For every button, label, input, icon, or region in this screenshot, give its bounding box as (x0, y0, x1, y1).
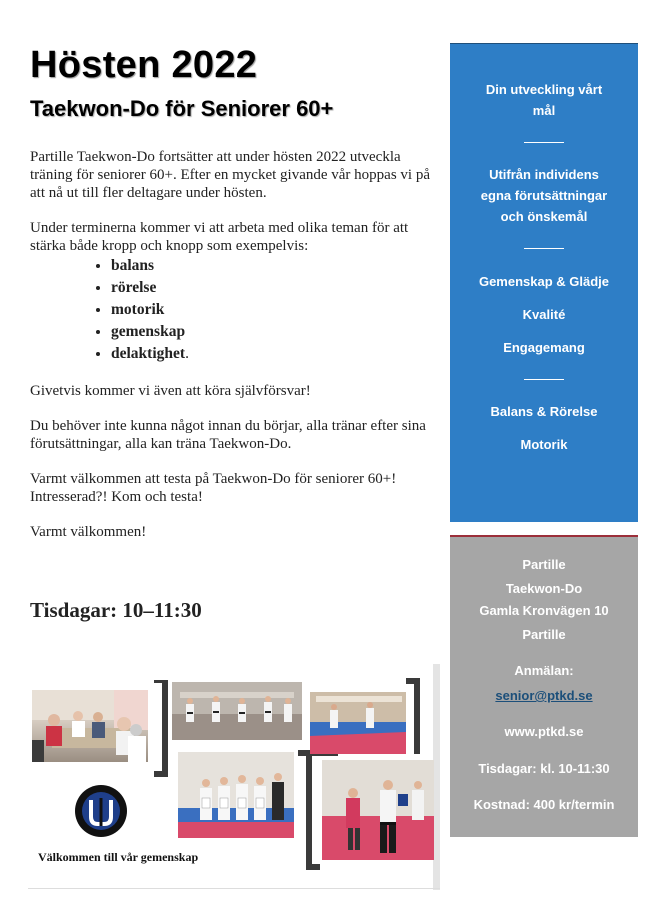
website-text: www.ptkd.se (504, 724, 584, 739)
poster-subtitle: Taekwon-Do för Seniorer 60+ (30, 96, 334, 121)
selfdefense-paragraph: Givetvis kommer vi även att köra självförsvar! (30, 383, 311, 399)
photo-mat-practice (310, 692, 406, 754)
photo-training-hall (172, 682, 302, 740)
theme-item: • gemenskap (111, 321, 440, 343)
theme-item: • rörelse (111, 277, 440, 299)
email-link[interactable]: senior@ptkd.se (495, 688, 593, 703)
photo-certificates-image (178, 752, 294, 838)
value-line: egna förutsättningar (480, 188, 608, 203)
theme-item: • motorik (111, 299, 440, 321)
collage-caption: Välkommen till vår gemenskap (38, 850, 199, 864)
schedule-heading: Tisdagar: 10–11:30 (30, 598, 202, 622)
contact-box (450, 535, 638, 837)
divider (524, 379, 564, 380)
value-line: Engagemang (503, 340, 585, 355)
poster-title: Hösten 2022 (30, 44, 258, 86)
value-line: och önskemål (500, 209, 588, 224)
address-line: Taekwon-Do (505, 581, 583, 596)
photo-group-meeting-image (32, 690, 148, 762)
value-line: Kvalité (522, 307, 566, 322)
photo-pad-training-image (322, 760, 434, 860)
value-line: Balans & Rörelse (490, 404, 598, 419)
frame-bracket (406, 678, 420, 754)
club-logo-icon (74, 784, 128, 838)
divider (524, 142, 564, 143)
value-line: Utifrån individens (489, 167, 599, 182)
theme-item: • balans (111, 255, 440, 277)
value-line: Gemenskap & Glädje (478, 274, 610, 289)
address-line: Partille (522, 627, 566, 642)
collage-border (433, 664, 440, 890)
noprior-paragraph: Du behöver inte kunna något innan du börjar, alla tränar efter sina förutsättningar, alla kan träna Taekwon-Do. (30, 418, 426, 452)
photo-mat-practice-image (310, 692, 406, 754)
photo-training-hall-image (172, 682, 302, 740)
main-body (30, 148, 440, 558)
cost-text: Kostnad: 400 kr/termin (473, 797, 615, 812)
value-line: mål (532, 103, 556, 118)
theme-suffix: . (185, 345, 189, 362)
address-line: Gamla Kronvägen 10 (479, 603, 609, 618)
welcome-paragraph: Varmt välkommen! (30, 524, 147, 540)
themes-list (30, 255, 440, 365)
value-line: Motorik (520, 437, 568, 452)
theme-item (111, 343, 440, 365)
frame-bracket (306, 756, 320, 870)
schedule-text: Tisdagar: kl. 10-11:30 (478, 761, 610, 776)
divider (524, 248, 564, 249)
intro-paragraph: Partille Taekwon-Do fortsätter att under hösten 2022 utveckla träning för seniorer 60+. Efter en mycket givande vår hoppas vi på att nå ut till fler deltagare under hösten. (30, 149, 430, 201)
interested-paragraph: Intresserad?! Kom och testa! (30, 489, 203, 505)
photo-pad-training (322, 760, 434, 860)
values-box (450, 43, 638, 522)
collage-border (28, 888, 440, 889)
frame-bracket (154, 680, 168, 777)
welcome-test-paragraph: Varmt välkommen att testa på Taekwon-Do för seniorer 60+! (30, 471, 397, 487)
photo-collage (28, 664, 440, 890)
photo-group-meeting (32, 690, 148, 762)
theme-item-label: delaktighet (111, 345, 186, 362)
value-line: Din utveckling vårt (485, 82, 603, 97)
signup-label: Anmälan: (514, 663, 574, 678)
photo-certificates (178, 752, 294, 838)
themes-paragraph: Under terminerna kommer vi att arbeta med olika teman för att stärka både kropp och knopp som exempelvis: (30, 220, 409, 254)
address-line: Partille (522, 557, 566, 572)
